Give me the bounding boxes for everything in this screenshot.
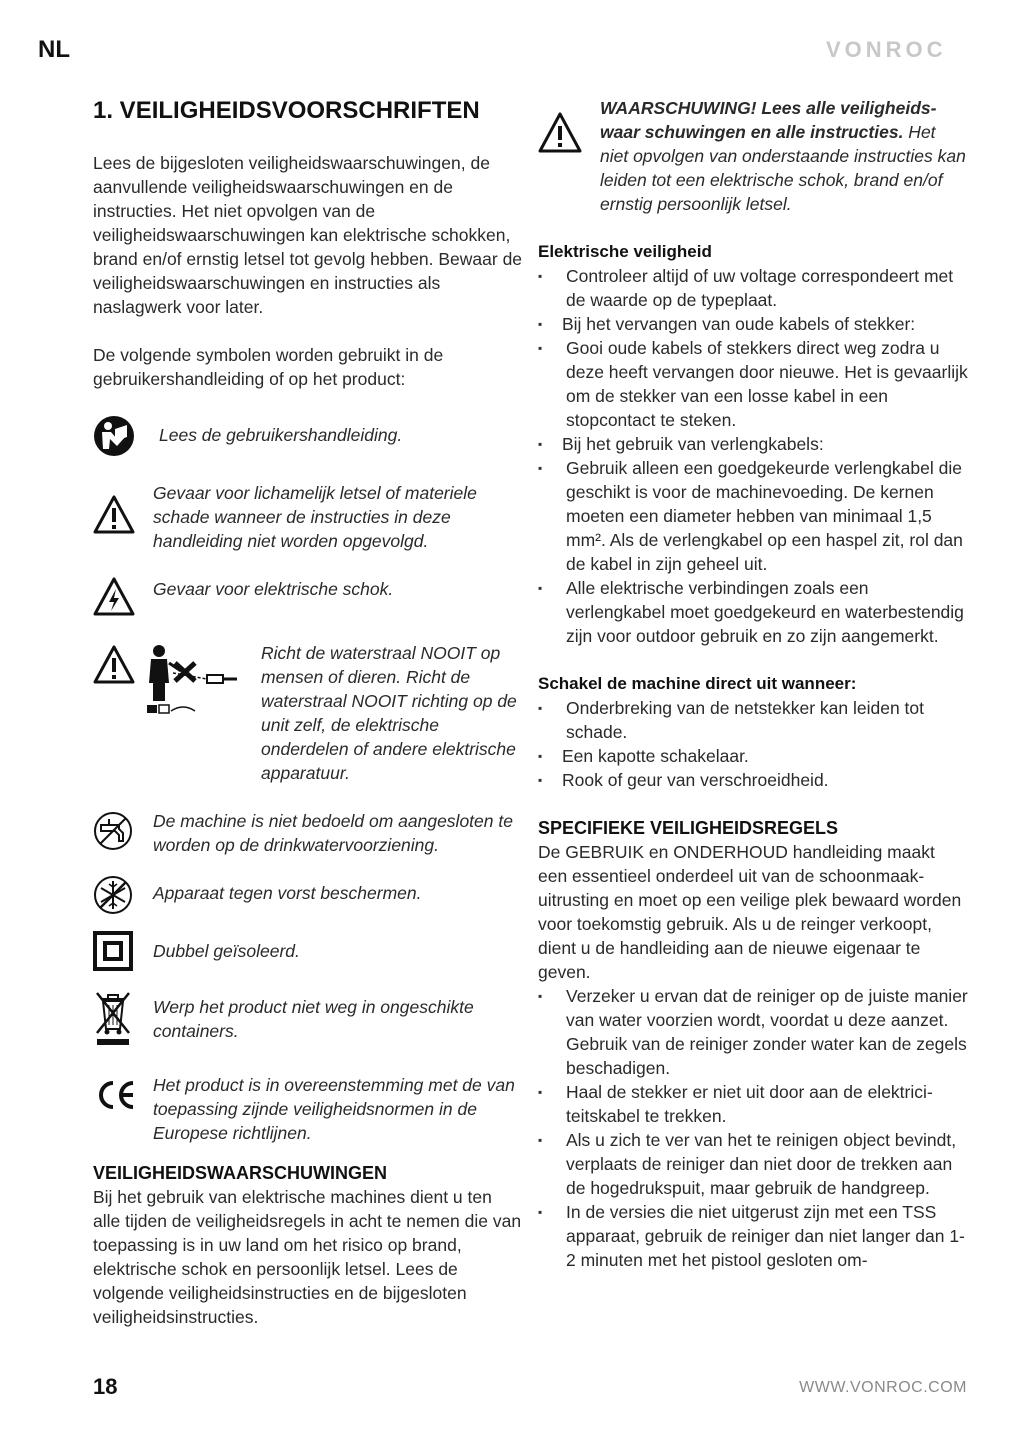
list-item: ▪ Bij het vervangen van oude kabels of stekker: <box>538 312 968 336</box>
general-warning-text <box>600 96 968 216</box>
read-manual-icon <box>93 415 153 457</box>
symbol-no-drinking-water <box>93 809 523 857</box>
symbol-water-jet <box>93 641 523 785</box>
symbol-text: Richt de waterstraal NOOIT op mensen of dieren. Richt de waterstraal NOOIT richting op de unit zelf, de elektrische onderdelen of andere elektrische apparatuur. <box>261 643 517 783</box>
frost-protection-icon <box>93 875 153 915</box>
switch-off-list <box>538 696 968 792</box>
general-warning-bold: WAARSCHUWING! Lees alle veiligheids-waar schuwingen en alle instructies. <box>600 98 937 142</box>
symbol-ce <box>93 1073 523 1145</box>
symbol-text: Gevaar voor lichamelijk letsel of materiele schade wanneer de instructies in deze handleiding niet worden opgevolgd. <box>153 483 477 551</box>
symbol-text: Dubbel geïsoleerd. <box>153 941 300 961</box>
electrical-safety-heading: Elektrische veiligheid <box>538 242 712 261</box>
crossed-bin-icon <box>93 989 153 1049</box>
no-drinking-water-icon <box>93 809 153 851</box>
list-item: ▪ Gooi oude kabels of stekkers direct weg zodra u deze heeft vervangen door nieuwe. Het is gevaarlijk om de stekker van een losse kabel in een stopcontact te steken. <box>538 336 968 432</box>
symbol-text: Apparaat tegen vorst beschermen. <box>153 883 422 903</box>
brand-logo: VONROC <box>826 37 947 62</box>
section-title: 1. VEILIGHEIDSVOORSCHRIFTEN <box>93 97 480 124</box>
symbol-text: Het product is in overeenstemming met de van toepassing zijnde veiligheidsnormen in de Europese richtlijnen. <box>153 1075 515 1143</box>
list-item: ▪ In de versies die niet uitgerust zijn met een TSS apparaat, gebruik de reiniger dan niet langer dan 1-2 minuten met het pistool gesloten om- <box>538 1200 968 1272</box>
symbol-text: Werp het product niet weg in ongeschikte containers. <box>153 997 474 1041</box>
list-item: ▪ Gebruik alleen een goedgekeurde verlengkabel die geschikt is voor de machinevoeding. De kernen moeten een diameter hebben van minimaal 1,5 mm². Als de verlengkabel op een haspel zit, rol dan de kabel in zijn geheel uit. <box>538 456 968 576</box>
list-item: ▪ Verzeker u ervan dat de reiniger op de juiste manier van water voorzien wordt, voordat u deze aanzet. Gebruik van de reiniger zonder water kan de zegels beschadigen. <box>538 984 968 1080</box>
page-number: 18 <box>93 1374 118 1399</box>
specific-rules-intro: De GEBRUIK en ONDERHOUD handleiding maakt een essentieel onderdeel uit van de schoonmaak-uitrusting en moet op een veilige plek bewaard worden voor toekomstig gebruik. Als u de reinger verkoopt, dient u de handleiding aan de nieuwe eigenaar te geven. <box>538 842 962 982</box>
list-item: ▪ Als u zich te ver van het te reinigen object bevindt, verplaats de reiniger dan niet door de trekken aan de hogedrukspuit, maar gebruik de handgreep. <box>538 1128 968 1200</box>
double-insulated-icon <box>93 931 153 971</box>
specific-rules-heading: SPECIFIEKE VEILIGHEIDSREGELS <box>538 818 839 838</box>
symbol-weee <box>93 995 523 1049</box>
symbol-electric-shock <box>93 577 523 617</box>
symbol-frost <box>93 881 523 915</box>
symbol-double-insulated <box>93 939 523 971</box>
electrical-safety-list <box>538 264 968 648</box>
general-warning-rest: Het niet opvolgen van onderstaande instructies kan leiden tot een elektrische schok, brand en/of ernstig persoonlijk letsel. <box>600 122 966 214</box>
warning-triangle-icon <box>538 96 600 154</box>
electric-shock-icon <box>93 577 153 617</box>
list-item: ▪ Alle elektrische verbindingen zoals een verlengkabel moet goedgekeurd en waterbestendig zijn voor outdoor gebruik en zo zijn aangemerkt. <box>538 576 968 648</box>
symbols-intro: De volgende symbolen worden gebruikt in de gebruikershandleiding of op het product: <box>93 345 444 389</box>
warning-triangle-icon <box>93 481 153 535</box>
list-item: ▪ Rook of geur van verschroeidheid. <box>538 768 968 792</box>
symbol-text: Lees de gebruikershandleiding. <box>159 425 403 445</box>
symbol-text: Gevaar voor elektrische schok. <box>153 579 394 599</box>
list-item: ▪ Controleer altijd of uw voltage correspondeert met de waarde op de typeplaat. <box>538 264 968 312</box>
symbol-general-warning <box>93 481 523 553</box>
list-item: ▪ Haal de stekker er niet uit door aan de elektrici-teitskabel te trekken. <box>538 1080 968 1128</box>
website-url: WWW.VONROC.COM <box>799 1379 967 1396</box>
intro-paragraph: Lees de bijgesloten veiligheidswaarschuwingen, de aanvullende veiligheidswaarschuwingen en de instructies. Het niet opvolgen van de veiligheidswaarschuwingen kan elektrische schokken, brand en/of ernstig letsel tot gevolg hebben. Bewaar de veiligheidswaarschuwingen en instructies als naslagwerk voor later. <box>93 153 523 317</box>
warning-triangle-icon <box>93 641 145 685</box>
list-item: ▪ Een kapotte schakelaar. <box>538 744 968 768</box>
no-water-jet-icon <box>145 641 245 723</box>
language-label: NL <box>38 36 70 63</box>
left-column <box>93 96 523 1329</box>
right-column <box>538 96 968 1272</box>
warnings-paragraph: Bij het gebruik van elektrische machines dient u ten alle tijden de veiligheidsregels in acht te nemen die van toepassing is in uw land om het risico op brand, elektrische schok en persoonlijk letsel. Lees de volgende veiligheidsinstructies en de bijgesloten veiligheidsinstructies. <box>93 1187 522 1327</box>
general-warning-block <box>538 96 968 216</box>
warnings-heading: VEILIGHEIDSWAARSCHUWINGEN <box>93 1163 388 1183</box>
ce-mark-icon <box>93 1073 153 1111</box>
symbol-read-manual <box>93 415 523 457</box>
list-item: ▪ Onderbreking van de netstekker kan leiden tot schade. <box>538 696 968 744</box>
switch-off-heading: Schakel de machine direct uit wanneer: <box>538 674 857 693</box>
symbol-text: De machine is niet bedoeld om aangesloten te worden op de drinkwatervoorziening. <box>153 811 513 855</box>
list-item: ▪ Bij het gebruik van verlengkabels: <box>538 432 968 456</box>
specific-rules-list <box>538 984 968 1272</box>
